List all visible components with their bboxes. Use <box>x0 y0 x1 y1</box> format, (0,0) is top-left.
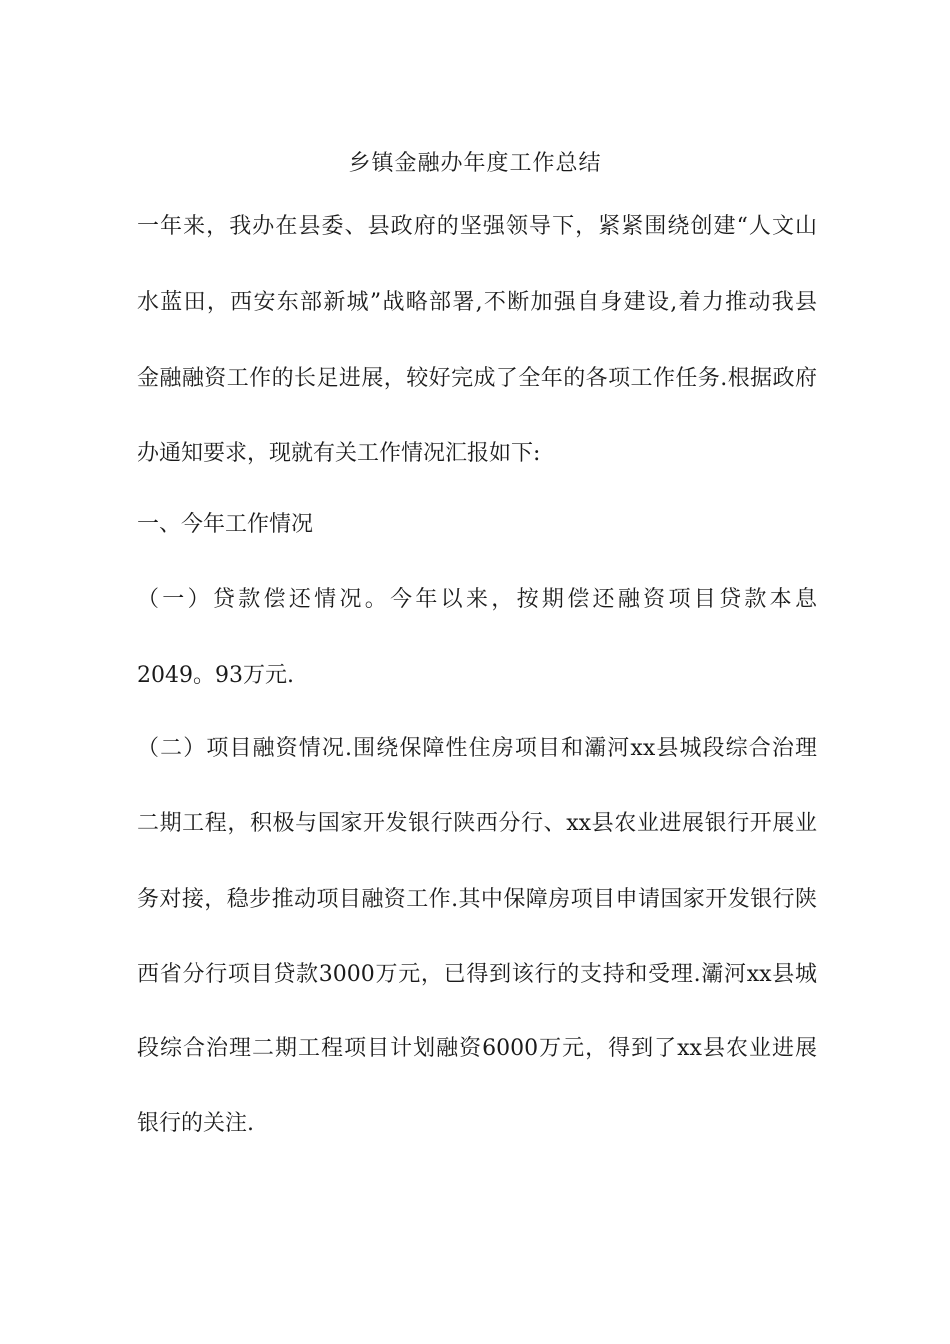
paragraph-line: 务对接，稳步推动项目融资工作.其中保障房项目申请国家开发银行陕 <box>137 887 817 912</box>
paragraph-line: 段综合治理二期工程项目计划融资6000万元，得到了xx县农业进展 <box>137 1036 817 1061</box>
document-title: 乡镇金融办年度工作总结 <box>348 151 602 176</box>
paragraph-line: （二）项目融资情况.围绕保障性住房项目和灞河xx县城段综合治理 <box>137 736 817 761</box>
paragraph-line: （一）贷款偿还情况。今年以来，按期偿还融资项目贷款本息 <box>137 587 817 612</box>
paragraph-line: 一年来，我办在县委、县政府的坚强领导下，紧紧围绕创建“人文山 <box>137 214 817 239</box>
paragraph-line: 2049。93万元. <box>137 663 294 688</box>
paragraph-line: 办通知要求，现就有关工作情况汇报如下: <box>137 441 541 466</box>
paragraph-line: 水蓝田，西安东部新城”战略部署,不断加强自身建设,着力推动我县 <box>137 290 817 315</box>
section-heading: 一、今年工作情况 <box>137 512 314 537</box>
paragraph-line: 二期工程，积极与国家开发银行陕西分行、xx县农业进展银行开展业 <box>137 811 817 836</box>
paragraph-line: 银行的关注. <box>137 1111 254 1136</box>
paragraph-line: 西省分行项目贷款3000万元，已得到该行的支持和受理.灞河xx县城 <box>137 962 817 987</box>
paragraph-line: 金融融资工作的长足进展，较好完成了全年的各项工作任务.根据政府 <box>137 366 817 391</box>
